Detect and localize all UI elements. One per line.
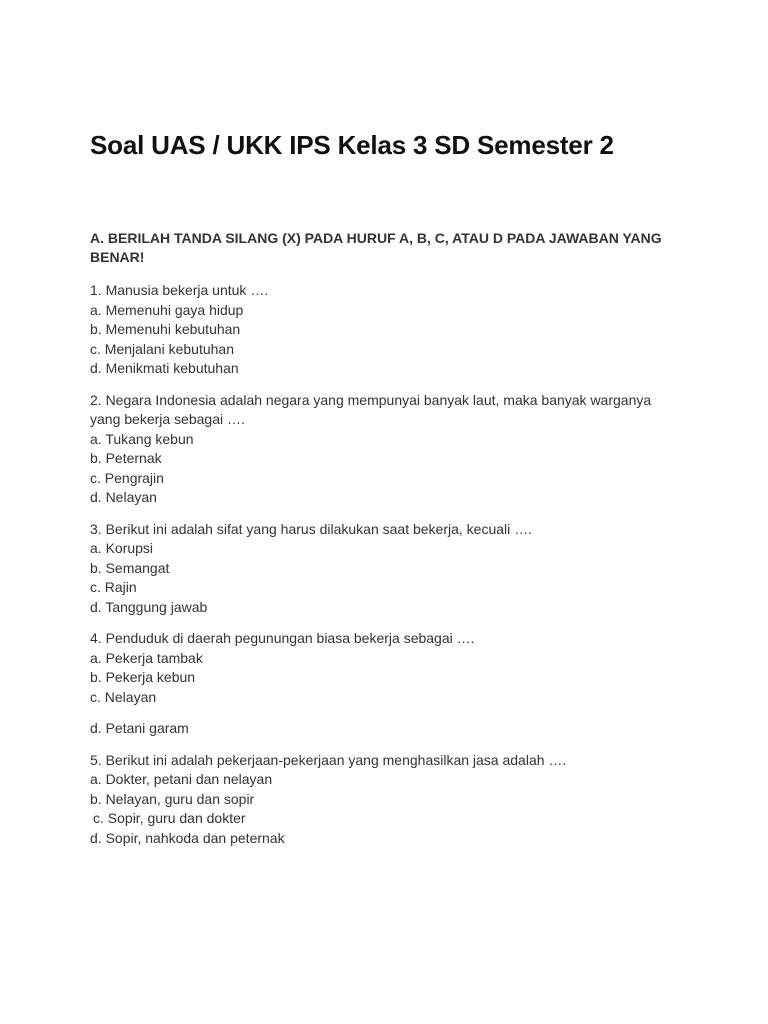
answer-option: a. Tukang kebun	[90, 430, 194, 447]
answer-option: a. Memenuhi gaya hidup	[90, 301, 244, 318]
answer-option: b. Semangat	[90, 559, 170, 576]
answer-option: d. Sopir, nahkoda dan peternak	[90, 829, 285, 846]
question-text: 4. Penduduk di daerah pegunungan biasa bekerja sebagai ….	[90, 630, 475, 646]
answer-option: d. Menikmati kebutuhan	[90, 360, 239, 376]
answer-option: b. Nelayan, guru dan sopir	[90, 790, 255, 807]
question-4	[90, 629, 680, 707]
answer-option: d. Petani garam	[90, 720, 189, 736]
question-2	[90, 391, 680, 508]
answer-option: b. Pekerja kebun	[90, 669, 196, 685]
answer-option: c. Pengrajin	[90, 469, 164, 486]
section-instruction: A. BERILAH TANDA SILANG (X) PADA HURUF A, B, C, ATAU D PADA JAWABAN YANG BENAR!	[90, 230, 662, 265]
answer-option: a. Korupsi	[90, 540, 154, 556]
answer-option: c. Rajin	[90, 579, 137, 595]
question-text: 3. Berikut ini adalah sifat yang harus dilakukan saat bekerja, kecuali ….	[90, 520, 533, 537]
answer-option: b. Peternak	[90, 450, 162, 466]
answer-option: a. Pekerja tambak	[90, 649, 203, 666]
question-text: 2. Negara Indonesia adalah negara yang mempunyai banyak laut, maka banyak warganya yang bekerja sebagai ….	[90, 391, 652, 427]
question-3	[90, 520, 680, 618]
question-4-option-d	[90, 719, 680, 739]
answer-option: a. Dokter, petani dan nelayan	[90, 771, 273, 787]
question-list	[90, 281, 680, 860]
answer-option: c. Nelayan	[90, 688, 157, 705]
answer-option: c. Menjalani kebutuhan	[90, 340, 234, 357]
answer-option: b. Memenuhi kebutuhan	[90, 321, 241, 337]
question-text: 1. Manusia bekerja untuk ….	[90, 282, 269, 298]
question-1	[90, 281, 680, 379]
document-title: Soal UAS / UKK IPS Kelas 3 SD Semester 2	[90, 130, 614, 160]
answer-option: d. Nelayan	[90, 489, 157, 505]
question-text: 5. Berikut ini adalah pekerjaan-pekerjaan yang menghasilkan jasa adalah ….	[90, 751, 567, 768]
answer-option: c. Sopir, guru dan dokter	[93, 810, 246, 826]
answer-option: d. Tanggung jawab	[90, 598, 208, 615]
question-5	[90, 751, 680, 849]
